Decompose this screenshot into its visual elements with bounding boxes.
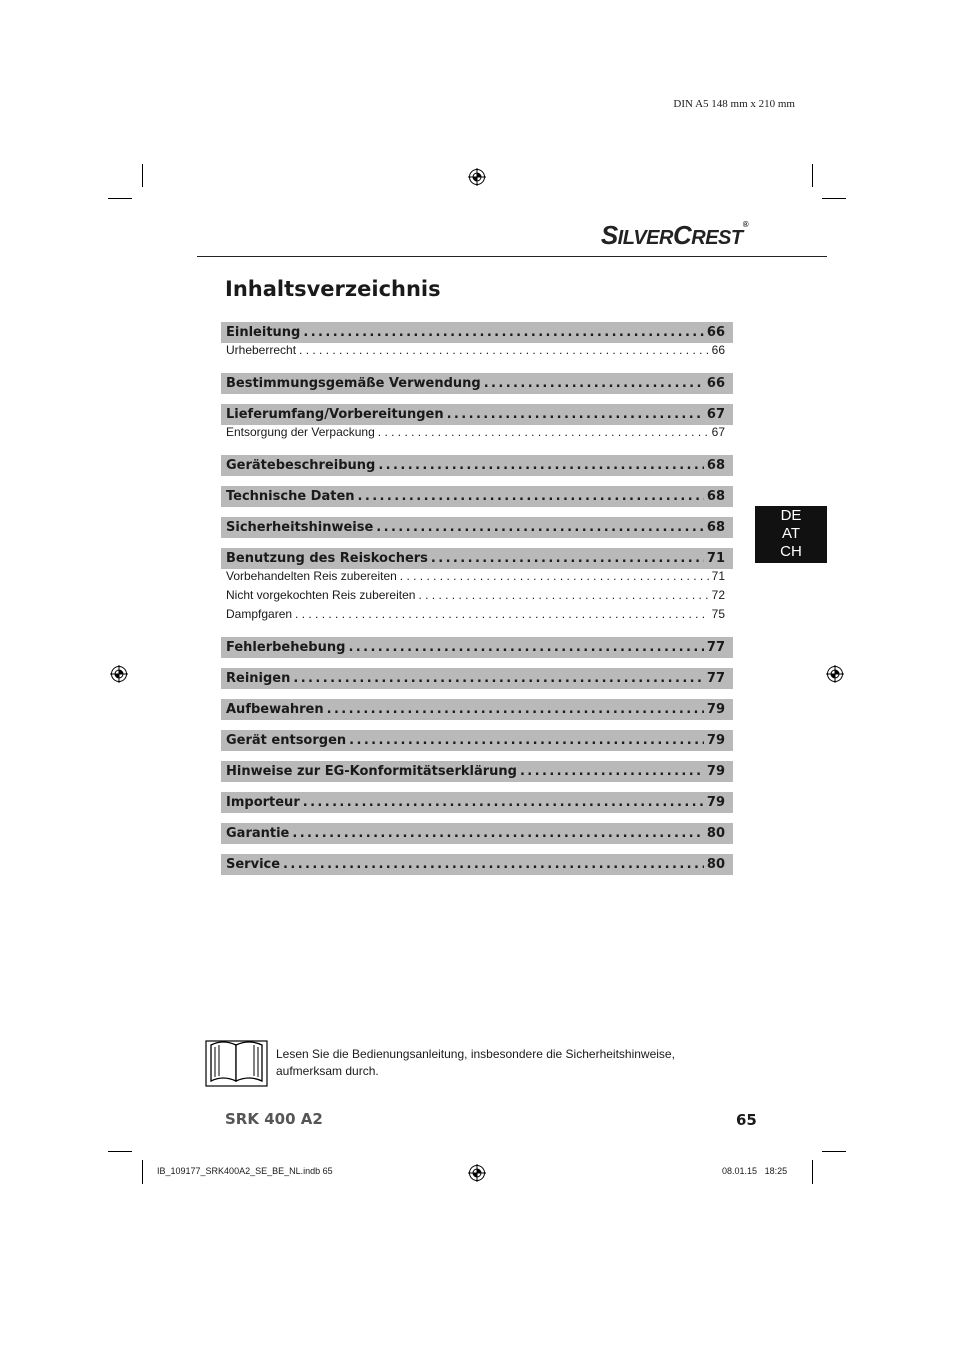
toc-leader	[327, 702, 704, 717]
toc-label: Vorbehandelten Reis zubereiten	[226, 569, 397, 583]
toc-leader	[303, 325, 704, 340]
safety-note: Lesen Sie die Bedienungsanleitung, insbesondere die Sicherheitshinweise, aufmerksam durch.	[276, 1047, 675, 1078]
print-date: 08.01.15 18:25	[722, 1166, 788, 1176]
toc-entry	[221, 517, 733, 538]
toc-label: Reinigen	[226, 671, 291, 686]
toc-leader	[293, 671, 704, 686]
toc-page: 77	[706, 640, 725, 655]
toc-label: Benutzung des Reiskochers	[226, 551, 428, 566]
toc-page: 75	[711, 607, 725, 621]
toc-entry	[221, 548, 733, 569]
crop-mark	[812, 1160, 813, 1184]
toc-leader	[378, 425, 709, 439]
toc-leader	[484, 376, 704, 391]
toc-page: 66	[706, 325, 725, 340]
toc-subentry	[221, 343, 733, 363]
toc-page: 80	[706, 857, 725, 872]
toc-leader	[348, 640, 703, 655]
registration-mark-icon	[468, 168, 486, 186]
toc-label: Lieferumfang/Vorbereitungen	[226, 407, 444, 422]
brand-logo: SILVERCREST®	[600, 220, 748, 250]
crop-mark	[822, 198, 846, 199]
table-of-contents	[221, 322, 733, 875]
crop-mark	[108, 1151, 132, 1152]
toc-entry	[221, 823, 733, 844]
crop-mark	[812, 164, 813, 187]
toc-entry	[221, 854, 733, 875]
toc-leader	[431, 551, 704, 566]
toc-label: Sicherheitshinweise	[226, 520, 374, 535]
toc-label: Service	[226, 857, 281, 872]
toc-label: Garantie	[226, 826, 290, 841]
toc-entry	[221, 699, 733, 720]
toc-page: 79	[706, 733, 725, 748]
toc-page: 68	[706, 458, 725, 473]
toc-entry	[221, 792, 733, 813]
page-title: Inhaltsverzeichnis	[225, 277, 441, 301]
toc-leader	[418, 588, 708, 602]
registration-mark-icon	[468, 1164, 486, 1182]
toc-leader	[349, 733, 704, 748]
toc-entry	[221, 322, 733, 343]
toc-leader	[303, 795, 704, 810]
toc-leader	[400, 569, 709, 583]
toc-leader	[520, 764, 704, 779]
toc-label: Gerätebeschreibung	[226, 458, 376, 473]
toc-page: 71	[706, 551, 725, 566]
toc-label: Dampfgaren	[226, 607, 293, 621]
toc-entry	[221, 373, 733, 394]
print-format-label: DIN A5 148 mm x 210 mm	[673, 98, 795, 110]
toc-label: Entsorgung der Verpackung	[226, 425, 375, 439]
toc-page: 79	[706, 702, 725, 717]
toc-subentry	[221, 588, 733, 608]
toc-entry	[221, 637, 733, 658]
toc-label: Urheberrecht	[226, 343, 297, 357]
toc-label: Einleitung	[226, 325, 301, 340]
toc-subentry	[221, 607, 733, 627]
toc-page: 77	[706, 671, 725, 686]
toc-page: 68	[706, 489, 725, 504]
toc-page: 67	[706, 407, 725, 422]
toc-page: 79	[706, 795, 725, 810]
toc-leader	[378, 458, 704, 473]
toc-entry	[221, 761, 733, 782]
toc-leader	[299, 343, 709, 357]
toc-leader	[358, 489, 704, 504]
toc-page: 72	[711, 588, 725, 602]
toc-label: Bestimmungsgemäße Verwendung	[226, 376, 481, 391]
registration-mark-icon	[826, 665, 844, 683]
crop-mark	[142, 1160, 143, 1184]
toc-entry	[221, 404, 733, 425]
crop-mark	[108, 198, 132, 199]
toc-page: 66	[706, 376, 725, 391]
toc-label: Technische Daten	[226, 489, 355, 504]
toc-entry	[221, 730, 733, 751]
open-book-icon	[205, 1037, 268, 1087]
toc-page: 80	[706, 826, 725, 841]
model-number: SRK 400 A2	[225, 1110, 323, 1128]
toc-entry	[221, 455, 733, 476]
toc-leader	[295, 607, 709, 621]
page-number: 65	[736, 1111, 757, 1129]
toc-entry	[221, 486, 733, 507]
toc-page: 66	[711, 343, 725, 357]
toc-page: 71	[711, 569, 725, 583]
crop-mark	[142, 164, 143, 187]
toc-page: 79	[706, 764, 725, 779]
toc-page: 67	[711, 425, 725, 439]
toc-label: Nicht vorgekochten Reis zubereiten	[226, 588, 416, 602]
registration-mark-icon	[110, 665, 128, 683]
toc-subentry	[221, 425, 733, 445]
toc-label: Aufbewahren	[226, 702, 324, 717]
toc-entry	[221, 668, 733, 689]
toc-leader	[283, 857, 704, 872]
toc-label: Fehlerbehebung	[226, 640, 346, 655]
file-info: IB_109177_SRK400A2_SE_BE_NL.indb 65	[157, 1166, 333, 1176]
toc-subentry	[221, 569, 733, 589]
toc-leader	[292, 826, 704, 841]
toc-label: Importeur	[226, 795, 300, 810]
toc-label: Gerät entsorgen	[226, 733, 347, 748]
toc-leader	[447, 407, 704, 422]
toc-leader	[376, 520, 704, 535]
header-rule	[197, 256, 827, 257]
language-tab: DE AT CH	[755, 506, 827, 563]
toc-label: Hinweise zur EG-Konformitätserklärung	[226, 764, 517, 779]
crop-mark	[822, 1151, 846, 1152]
toc-page: 68	[706, 520, 725, 535]
